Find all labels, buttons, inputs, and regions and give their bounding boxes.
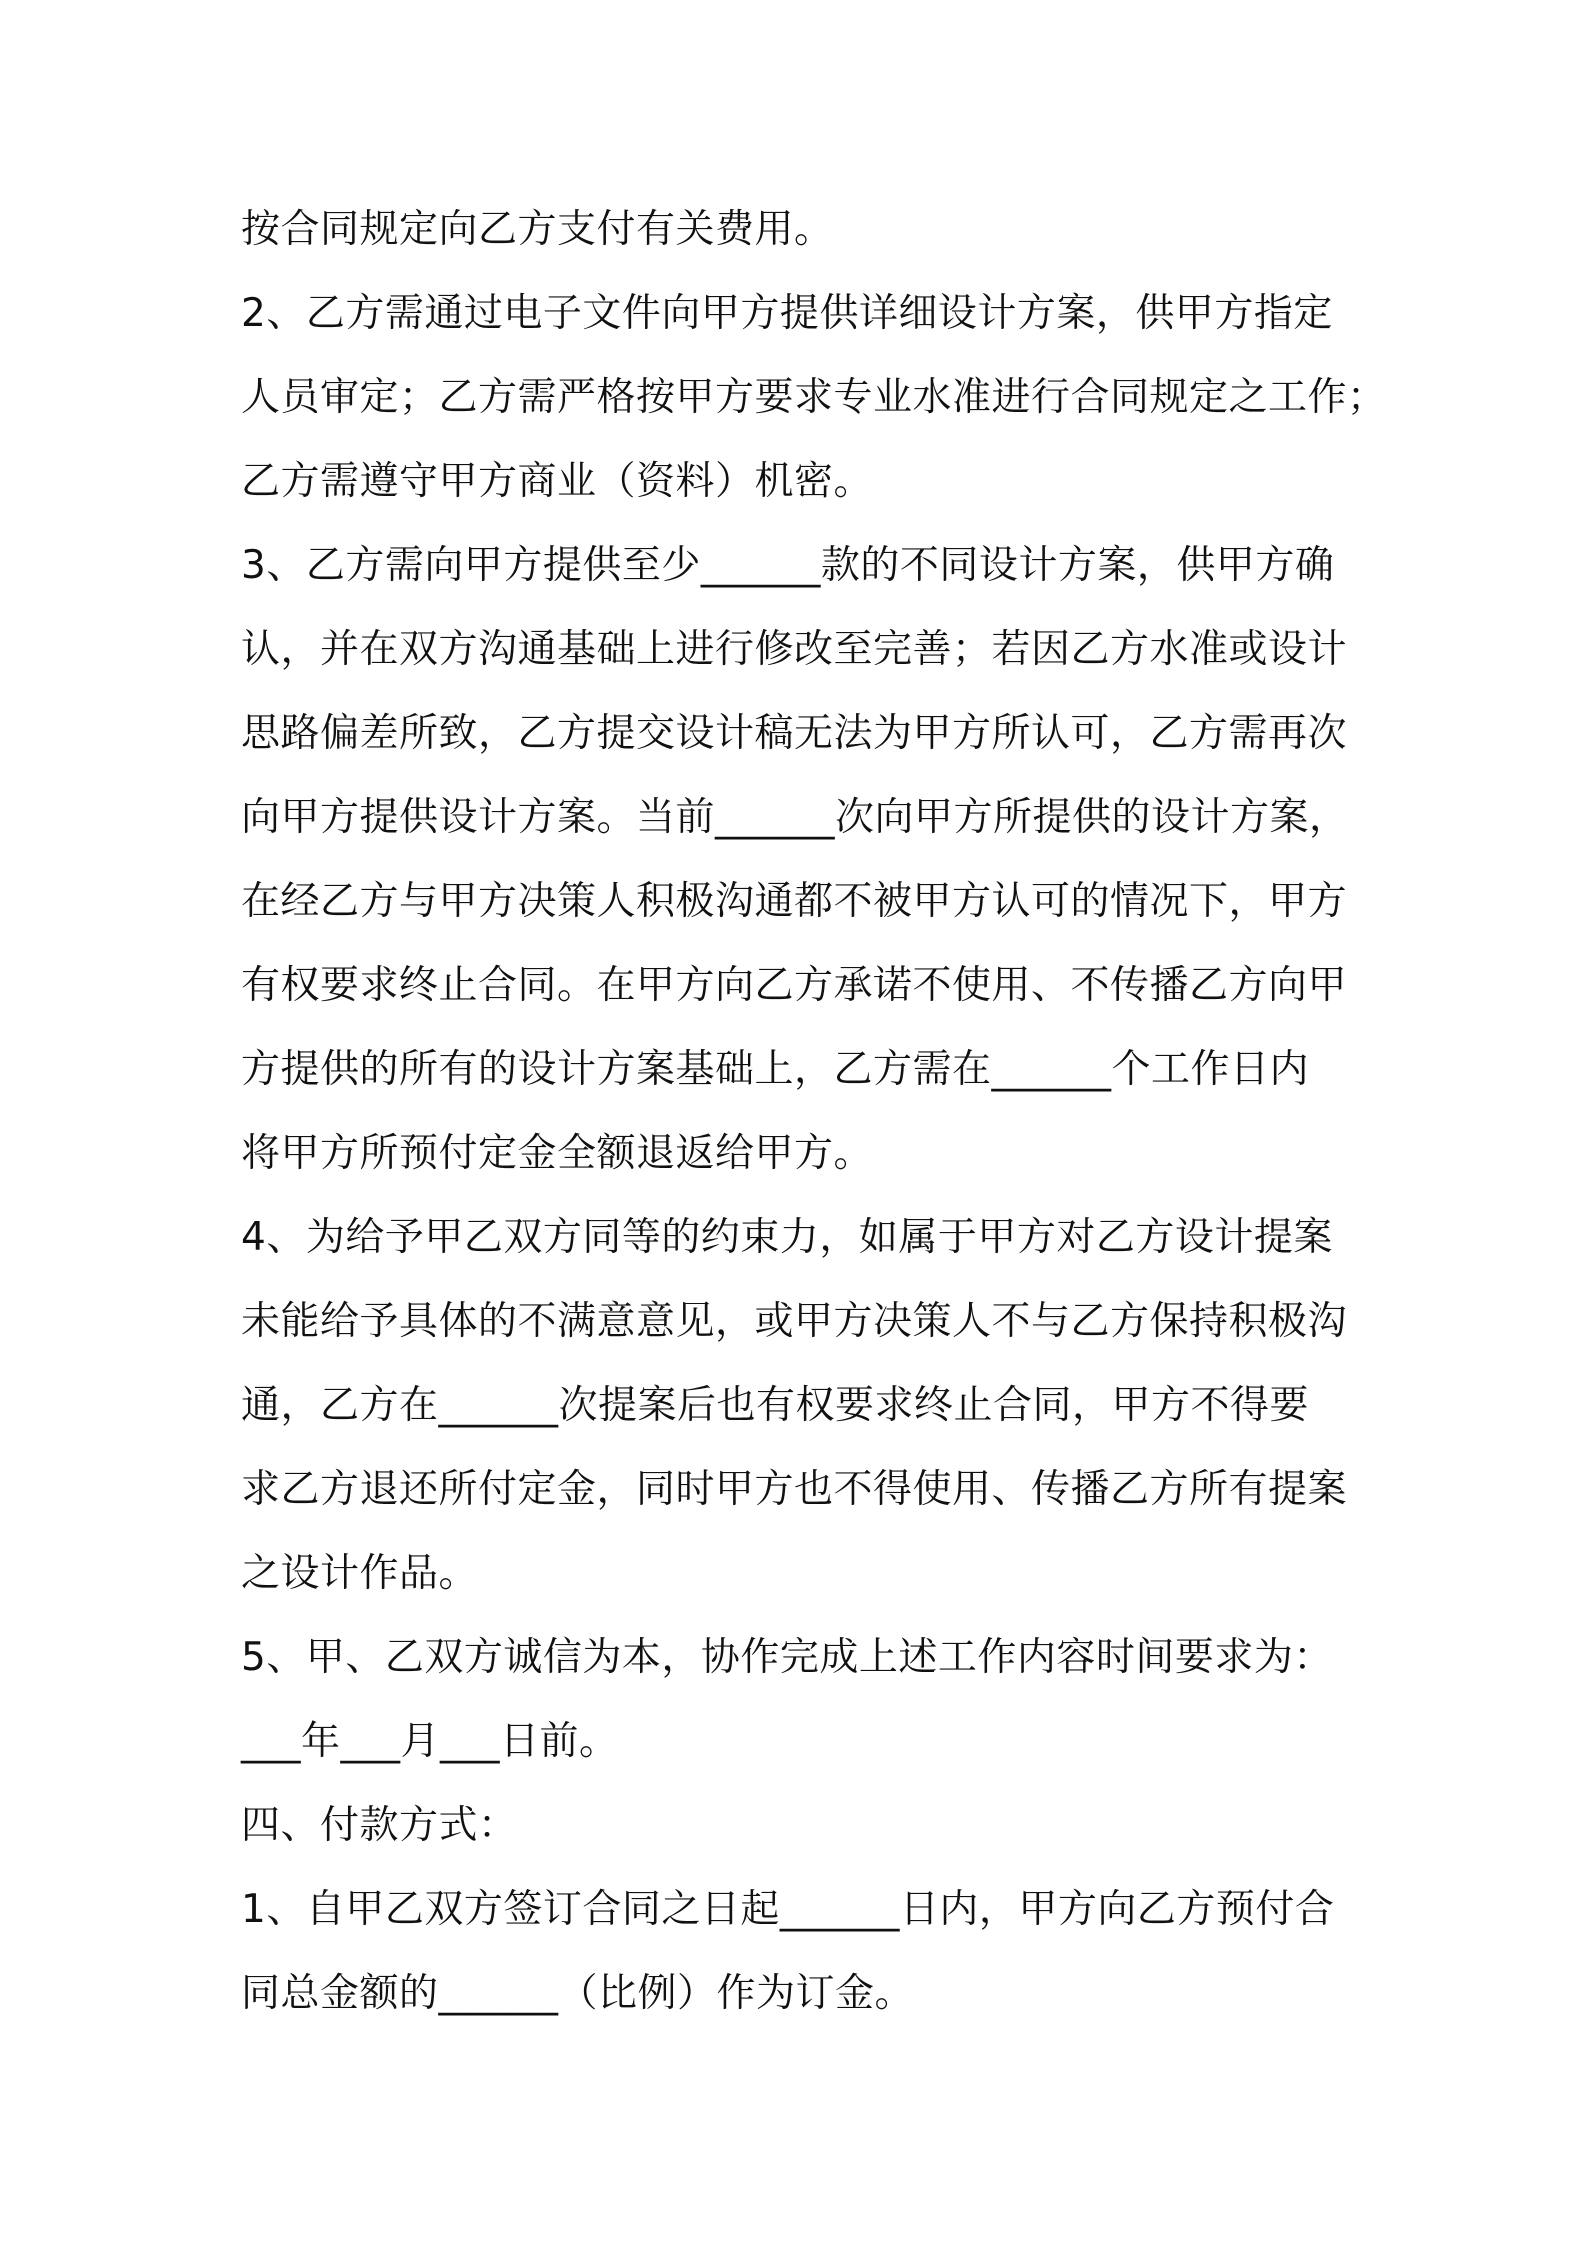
text-line: 未能给予具体的不满意意见，或甲方决策人不与乙方保持积极沟 (241, 1299, 1348, 1344)
text-line: 按合同规定向乙方支付有关费用。 (241, 207, 834, 252)
text-line: 求乙方退还所付定金，同时甲方也不得使用、传播乙方所有提案 (241, 1467, 1348, 1512)
text-line: 向甲方提供设计方案。当前______次向甲方所提供的设计方案， (241, 795, 1349, 840)
text-line: 乙方需遵守甲方商业（资料）机密。 (241, 459, 874, 504)
text-line: 认，并在双方沟通基础上进行修改至完善；若因乙方水准或设计 (241, 627, 1348, 672)
text-line: 通，乙方在______次提案后也有权要求终止合同，甲方不得要 (241, 1383, 1310, 1428)
text-line: 方提供的所有的设计方案基础上，乙方需在______个工作日内 (241, 1047, 1310, 1092)
section-heading: 四、付款方式： (241, 1803, 518, 1848)
text-line: 人员审定；乙方需严格按甲方要求专业水准进行合同规定之工作； (241, 375, 1387, 420)
text-line: 有权要求终止合同。在甲方向乙方承诺不使用、不传播乙方向甲 (241, 963, 1348, 1008)
text-line: 2、乙方需通过电子文件向甲方提供详细设计方案，供甲方指定 (241, 291, 1333, 336)
text-line: 3、乙方需向甲方提供至少______款的不同设计方案，供甲方确 (241, 543, 1335, 588)
text-line: 思路偏差所致，乙方提交设计稿无法为甲方所认可，乙方需再次 (241, 711, 1348, 756)
text-line: 4、为给予甲乙双方同等的约束力，如属于甲方对乙方设计提案 (241, 1215, 1333, 1260)
text-line: 在经乙方与甲方决策人积极沟通都不被甲方认可的情况下，甲方 (241, 879, 1348, 924)
text-line: 将甲方所预付定金全额退返给甲方。 (241, 1131, 874, 1176)
text-line: 同总金额的______（比例）作为订金。 (241, 1971, 915, 2016)
text-line: 5、甲、乙双方诚信为本，协作完成上述工作内容时间要求为： (241, 1635, 1333, 1680)
text-line: 1、自甲乙双方签订合同之日起______日内，甲方向乙方预付合 (241, 1887, 1335, 1932)
text-line: 之设计作品。 (241, 1551, 479, 1596)
text-line: ___年___月___日前。 (241, 1719, 619, 1764)
